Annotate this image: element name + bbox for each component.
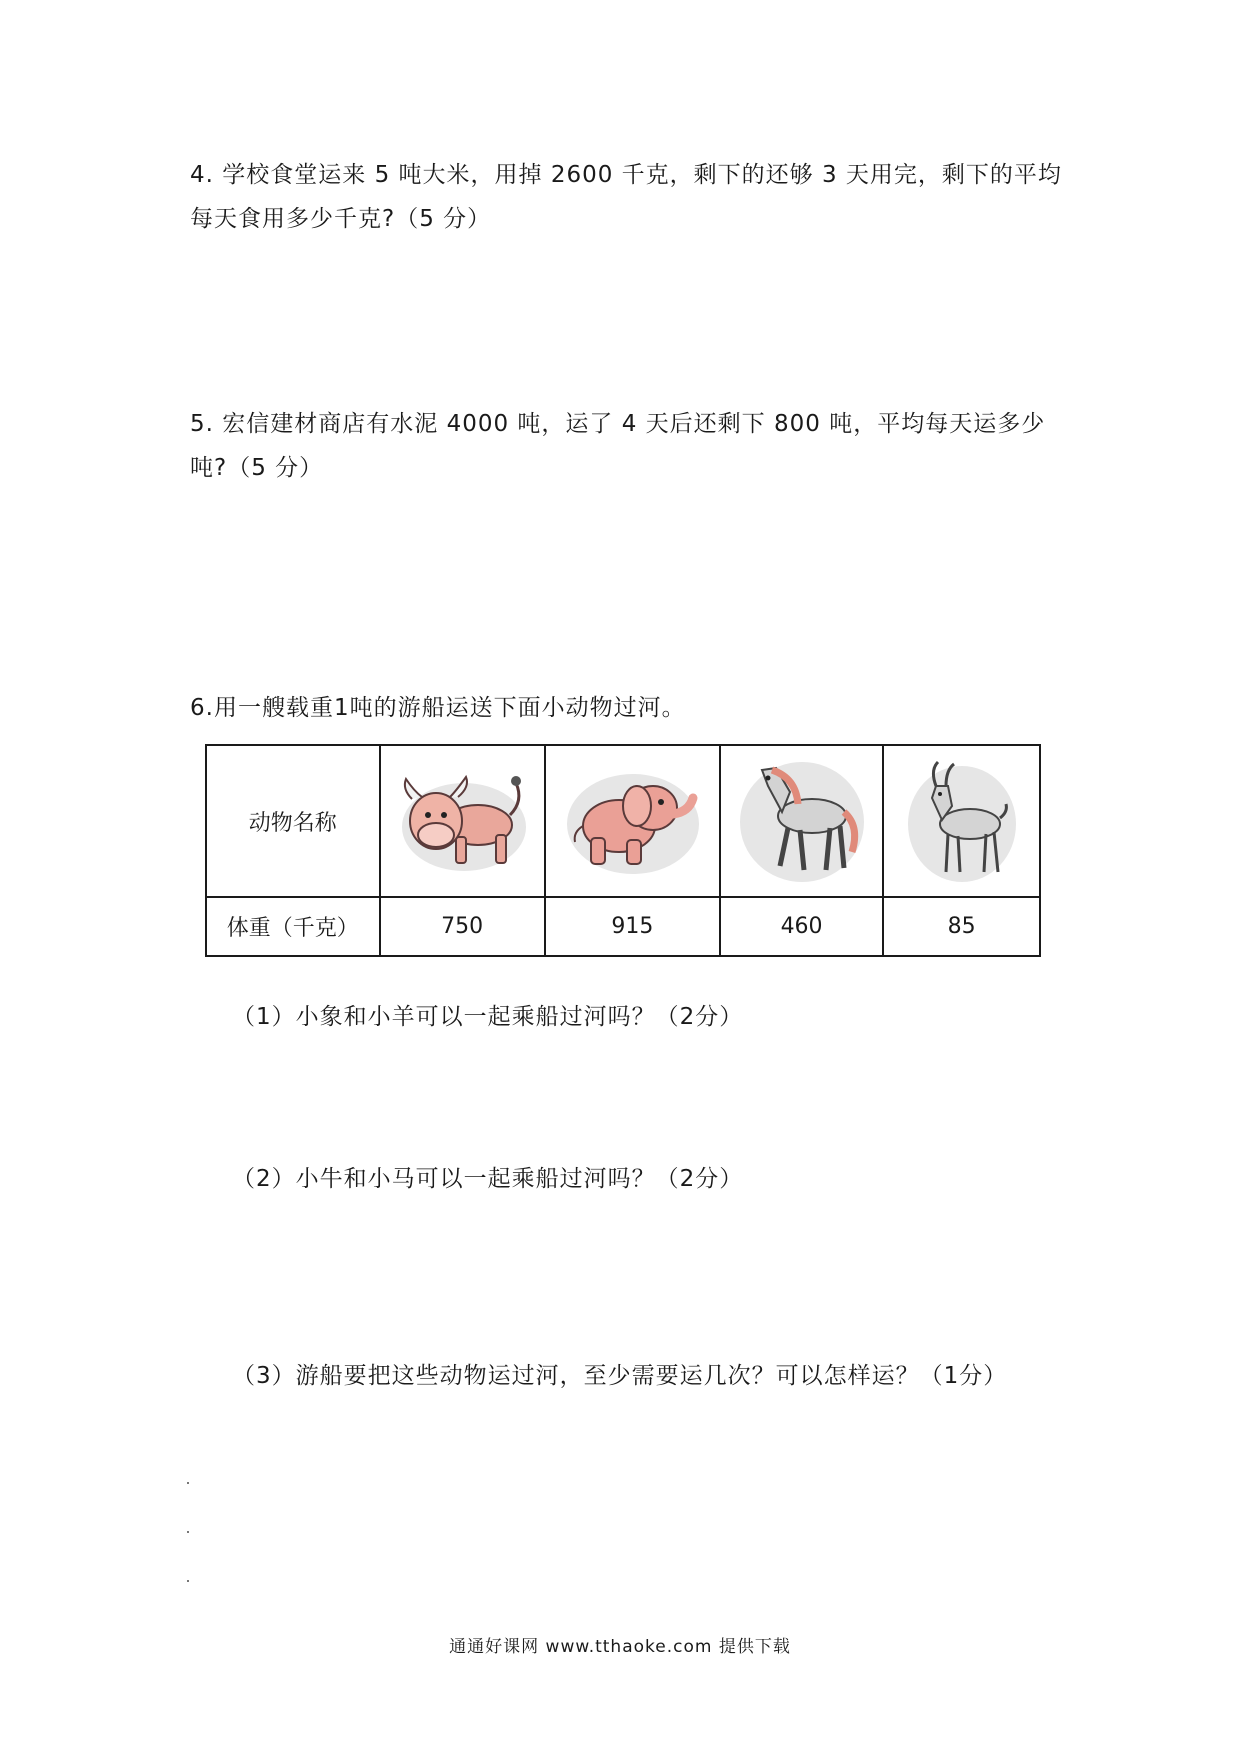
elephant-icon: [557, 762, 707, 880]
horse-weight: 460: [720, 897, 883, 956]
margin-dot: [187, 1580, 189, 1582]
animal-weight-table: [205, 744, 1041, 957]
margin-dot: [187, 1531, 189, 1533]
goat-icon: [902, 756, 1022, 886]
footer-credit: 通通好课网 www.tthaoke.com 提供下载: [449, 1637, 791, 1657]
question-5: 5. 宏信建材商店有水泥 4000 吨，运了 4 天后还剩下 800 吨，平均每天运多少吨?（5 分）: [190, 411, 1046, 481]
horse-icon: [732, 756, 872, 886]
question-6: 6.用一艘载重1吨的游船运送下面小动物过河。: [190, 695, 686, 721]
weight-label: 体重（千克）: [206, 897, 380, 956]
elephant-weight: 915: [545, 897, 720, 956]
ox-cell: [380, 745, 545, 897]
animal-name-header: 动物名称: [206, 745, 380, 897]
weight-row: [206, 897, 1040, 956]
elephant-cell: [545, 745, 720, 897]
animal-image-row: [206, 745, 1040, 897]
subquestion-3: （3）游船要把这些动物运过河，至少需要运几次？可以怎样运？（1分）: [232, 1363, 1008, 1389]
question-4: 4. 学校食堂运来 5 吨大米，用掉 2600 千克，剩下的还够 3 天用完，剩下的平均每天食用多少千克?（5 分）: [190, 162, 1062, 232]
margin-dot: [187, 1482, 189, 1484]
ox-icon: [392, 765, 532, 877]
subquestion-1: （1）小象和小羊可以一起乘船过河吗？（2分）: [232, 1004, 744, 1030]
horse-cell: [720, 745, 883, 897]
goat-cell: [883, 745, 1040, 897]
ox-weight: 750: [380, 897, 545, 956]
goat-weight: 85: [883, 897, 1040, 956]
subquestion-2: （2）小牛和小马可以一起乘船过河吗？（2分）: [232, 1166, 744, 1192]
